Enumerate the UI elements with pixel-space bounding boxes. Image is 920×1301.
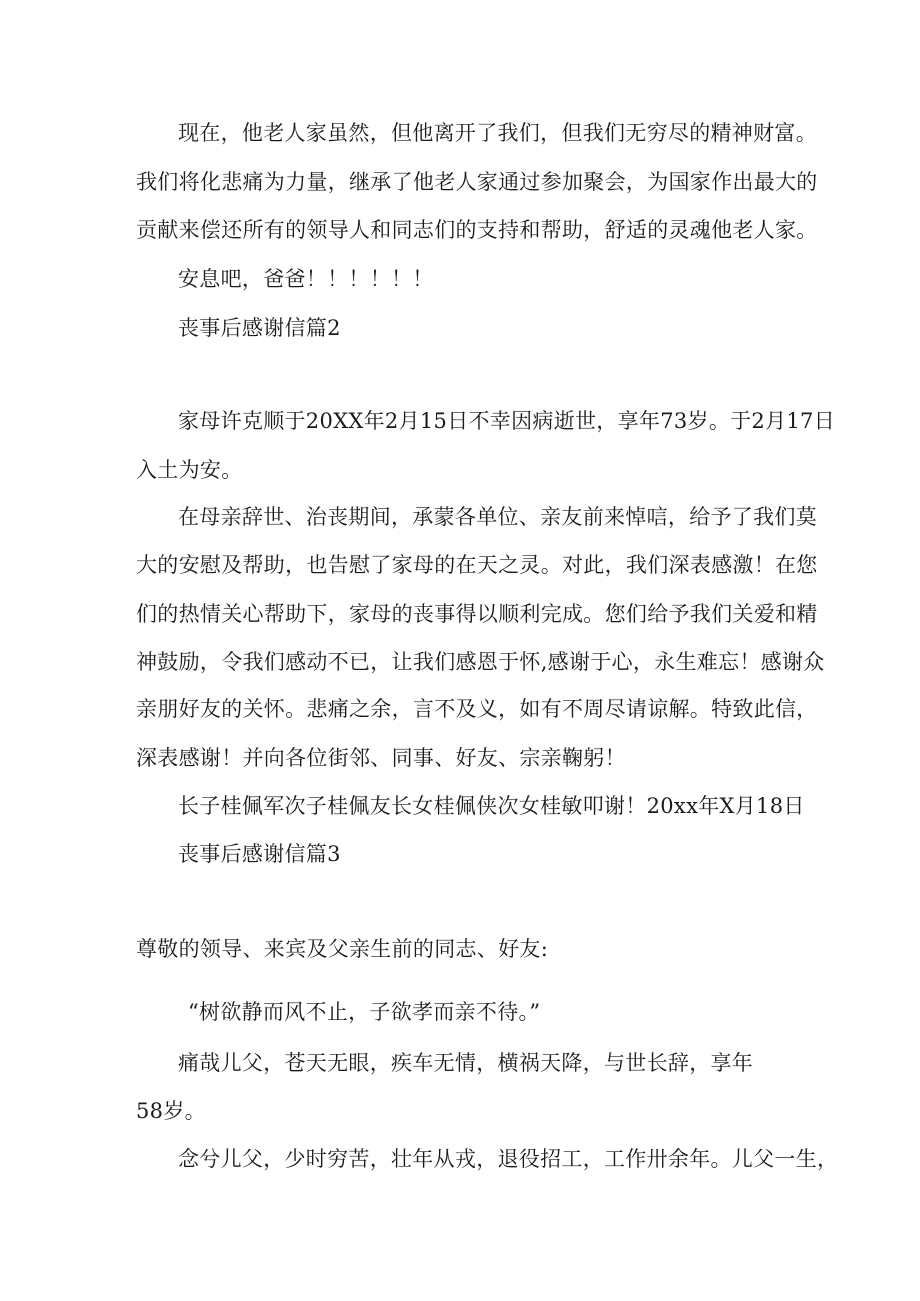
quote-line: “树欲静而风不止，子欲孝而亲不待。” — [188, 1000, 541, 1024]
paragraph-line: 们的热情关心帮助下，家母的丧事得以顺利完成。您们给予我们关爱和精 — [136, 602, 818, 626]
section-heading: 丧事后感谢信篇2 — [178, 316, 341, 340]
paragraph-line: 入土为安。 — [136, 458, 243, 482]
paragraph-line: 亲朋好友的关怀。悲痛之余，言不及义，如有不周尽请谅解。特致此信， — [136, 697, 818, 721]
section-heading: 丧事后感谢信篇3 — [178, 842, 341, 866]
paragraph-line: 深表感谢！并向各位街邻、同事、好友、宗亲鞠躬！ — [136, 746, 626, 770]
paragraph-line: 贡献来偿还所有的领导人和同志们的支持和帮助，舒适的灵魂他老人家。 — [136, 218, 818, 242]
paragraph-line: 安息吧，爸爸！！！！！！ — [178, 267, 434, 291]
signature-line: 长子桂佩军次子桂佩友长女桂佩侠次女桂敏叩谢！20xx年X月18日 — [178, 794, 805, 818]
paragraph-line: 大的安慰及帮助，也告慰了家母的在天之灵。对此，我们深表感激！在您 — [136, 553, 818, 577]
paragraph-line: 58岁。 — [136, 1099, 206, 1123]
paragraph-line: 我们将化悲痛为力量，继承了他老人家通过参加聚会，为国家作出最大的 — [136, 170, 818, 194]
paragraph-line: 家母许克顺于20XX年2月15日不幸因病逝世，享年73岁。于2月17日 — [178, 409, 836, 433]
paragraph-line: 神鼓励，令我们感动不已，让我们感恩于怀,感谢于心，永生难忘！感谢众 — [136, 650, 825, 674]
paragraph-line: 现在，他老人家虽然，但他离开了我们，但我们无穷尽的精神财富。 — [178, 121, 817, 145]
salutation: 尊敬的领导、来宾及父亲生前的同志、好友: — [136, 937, 549, 961]
paragraph-line: 念兮儿父，少时穷苦，壮年从戎，退役招工，工作卅余年。儿父一生， — [178, 1147, 839, 1171]
paragraph-line: 在母亲辞世、治丧期间，承蒙各单位、亲友前来悼唁，给予了我们莫 — [178, 505, 817, 529]
paragraph-line: 痛哉儿父，苍天无眼，疾车无情，横祸天降，与世长辞，享年 — [178, 1051, 754, 1075]
